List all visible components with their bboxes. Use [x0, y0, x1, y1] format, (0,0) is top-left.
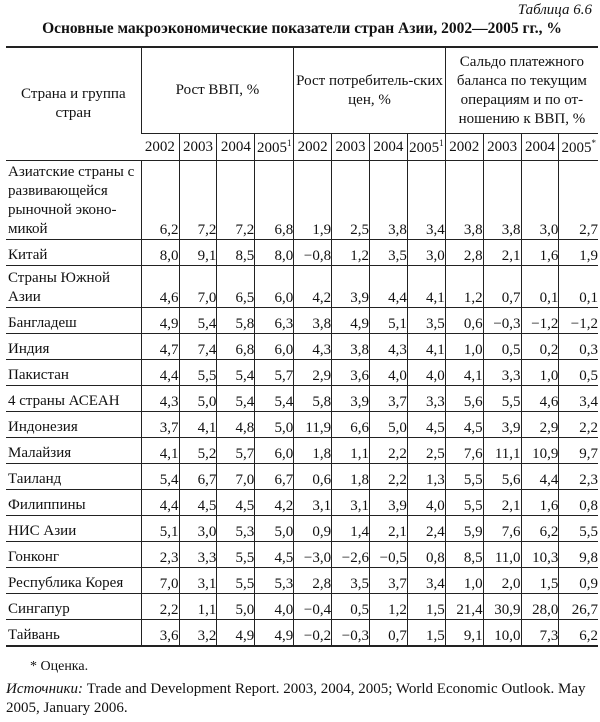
- year-header: 2005$^1$: [407, 134, 445, 161]
- value-cell: 2,5: [332, 161, 370, 240]
- header-cpi: Рост потребитель-ских цен, %: [294, 47, 446, 134]
- value-cell: 3,8: [332, 334, 370, 360]
- value-cell: 3,0: [179, 516, 217, 542]
- country-name: Филиппины: [6, 490, 141, 516]
- value-cell: 3,2: [179, 620, 217, 647]
- year-header: 2004: [217, 134, 255, 161]
- country-name: Китай: [6, 240, 141, 266]
- value-cell: 1,5: [521, 568, 559, 594]
- value-cell: 1,2: [369, 594, 407, 620]
- value-cell: 3,9: [369, 490, 407, 516]
- value-cell: 2,4: [407, 516, 445, 542]
- value-cell: 3,5: [369, 240, 407, 266]
- value-cell: 7,0: [217, 464, 255, 490]
- value-cell: 0,9: [559, 568, 598, 594]
- header-balance: Сальдо платежного баланса по текущим операциям и по от-ношению к ВВП, %: [445, 47, 598, 134]
- year-header: 2003: [483, 134, 521, 161]
- value-cell: 5,0: [369, 412, 407, 438]
- value-cell: 7,6: [445, 438, 483, 464]
- value-cell: 6,3: [255, 308, 294, 334]
- value-cell: 5,8: [294, 386, 332, 412]
- value-cell: 2,3: [141, 542, 179, 568]
- value-cell: −2,6: [332, 542, 370, 568]
- table-body: [6, 161, 598, 647]
- value-cell: 3,5: [332, 568, 370, 594]
- value-cell: 5,5: [217, 568, 255, 594]
- value-cell: 3,7: [369, 568, 407, 594]
- value-cell: 3,3: [179, 542, 217, 568]
- value-cell: 3,7: [369, 386, 407, 412]
- value-cell: 0,6: [294, 464, 332, 490]
- value-cell: 3,8: [369, 161, 407, 240]
- value-cell: 3,0: [521, 161, 559, 240]
- value-cell: 11,9: [294, 412, 332, 438]
- value-cell: 2,1: [483, 240, 521, 266]
- year-header: 2005*: [559, 134, 598, 161]
- table-row: [6, 620, 598, 647]
- value-cell: 1,5: [407, 594, 445, 620]
- value-cell: 3,6: [332, 360, 370, 386]
- value-cell: 5,6: [445, 386, 483, 412]
- value-cell: 1,9: [559, 240, 598, 266]
- table-title: Основные макроэкономические показатели стран Азии, 2002—2005 гг., %: [42, 20, 562, 37]
- table-row: [6, 594, 598, 620]
- value-cell: 5,4: [217, 386, 255, 412]
- value-cell: 6,7: [255, 464, 294, 490]
- value-cell: 0,2: [521, 334, 559, 360]
- value-cell: 3,9: [332, 386, 370, 412]
- country-name: 4 страны АСЕАН: [6, 386, 141, 412]
- country-name: Страны Южной Азии: [6, 266, 141, 308]
- value-cell: 4,5: [217, 490, 255, 516]
- value-cell: 2,2: [141, 594, 179, 620]
- value-cell: 10,0: [483, 620, 521, 647]
- value-cell: 9,8: [559, 542, 598, 568]
- value-cell: 6,7: [179, 464, 217, 490]
- value-cell: 6,6: [332, 412, 370, 438]
- value-cell: 2,9: [521, 412, 559, 438]
- table-row: [6, 161, 598, 240]
- value-cell: 9,1: [179, 240, 217, 266]
- header-gdp: Рост ВВП, %: [141, 47, 294, 134]
- value-cell: 8,0: [255, 240, 294, 266]
- value-cell: −1,2: [559, 308, 598, 334]
- sources: [6, 680, 596, 718]
- year-header: 2002: [141, 134, 179, 161]
- value-cell: 0,9: [294, 516, 332, 542]
- value-cell: 4,9: [255, 620, 294, 647]
- value-cell: 4,6: [521, 386, 559, 412]
- value-cell: 2,1: [483, 490, 521, 516]
- value-cell: 5,4: [255, 386, 294, 412]
- value-cell: 4,5: [255, 542, 294, 568]
- year-header: 2005$^1$: [255, 134, 294, 161]
- value-cell: 5,9: [445, 516, 483, 542]
- value-cell: 0,1: [559, 266, 598, 308]
- value-cell: 0,1: [521, 266, 559, 308]
- value-cell: 4,1: [407, 266, 445, 308]
- value-cell: 4,5: [445, 412, 483, 438]
- footnote-mark: 1: [287, 137, 292, 148]
- value-cell: 1,6: [521, 490, 559, 516]
- value-cell: 4,4: [369, 266, 407, 308]
- value-cell: 6,2: [559, 620, 598, 647]
- value-cell: 1,8: [332, 464, 370, 490]
- value-cell: 21,4: [445, 594, 483, 620]
- table-row: [6, 516, 598, 542]
- value-cell: 2,7: [559, 161, 598, 240]
- value-cell: 3,6: [141, 620, 179, 647]
- table-row: [6, 240, 598, 266]
- value-cell: −0,2: [294, 620, 332, 647]
- value-cell: 5,6: [483, 464, 521, 490]
- value-cell: 5,4: [179, 308, 217, 334]
- table-row: [6, 386, 598, 412]
- value-cell: −0,5: [369, 542, 407, 568]
- value-cell: 3,5: [407, 308, 445, 334]
- value-cell: 1,9: [294, 161, 332, 240]
- value-cell: 3,1: [294, 490, 332, 516]
- value-cell: 3,1: [179, 568, 217, 594]
- value-cell: 4,0: [407, 360, 445, 386]
- value-cell: 4,2: [255, 490, 294, 516]
- value-cell: 7,2: [217, 161, 255, 240]
- value-cell: 1,2: [445, 266, 483, 308]
- country-name: Республика Корея: [6, 568, 141, 594]
- value-cell: 2,1: [369, 516, 407, 542]
- value-cell: −0,3: [483, 308, 521, 334]
- value-cell: 3,0: [407, 240, 445, 266]
- year-header: 2002: [445, 134, 483, 161]
- value-cell: 7,6: [483, 516, 521, 542]
- value-cell: 8,5: [217, 240, 255, 266]
- value-cell: 0,5: [332, 594, 370, 620]
- footnote-mark: 1: [439, 137, 444, 148]
- value-cell: 10,3: [521, 542, 559, 568]
- value-cell: 4,0: [369, 360, 407, 386]
- value-cell: 5,3: [217, 516, 255, 542]
- value-cell: −0,8: [294, 240, 332, 266]
- value-cell: 9,7: [559, 438, 598, 464]
- value-cell: 3,3: [407, 386, 445, 412]
- value-cell: 6,8: [217, 334, 255, 360]
- value-cell: 4,1: [407, 334, 445, 360]
- value-cell: 4,9: [141, 308, 179, 334]
- value-cell: 4,3: [369, 334, 407, 360]
- value-cell: 4,5: [407, 412, 445, 438]
- value-cell: 4,6: [141, 266, 179, 308]
- table-label: Таблица 6.6: [517, 2, 592, 18]
- value-cell: 7,0: [141, 568, 179, 594]
- value-cell: 1,1: [179, 594, 217, 620]
- country-name: НИС Азии: [6, 516, 141, 542]
- year-header: 2002: [294, 134, 332, 161]
- value-cell: −0,4: [294, 594, 332, 620]
- value-cell: 0,3: [559, 334, 598, 360]
- country-name: Пакистан: [6, 360, 141, 386]
- value-cell: 1,6: [521, 240, 559, 266]
- table-row: [6, 412, 598, 438]
- value-cell: 2,2: [369, 464, 407, 490]
- value-cell: 5,4: [217, 360, 255, 386]
- value-cell: 6,2: [521, 516, 559, 542]
- value-cell: 5,5: [483, 386, 521, 412]
- value-cell: 28,0: [521, 594, 559, 620]
- value-cell: 26,7: [559, 594, 598, 620]
- value-cell: 4,9: [217, 620, 255, 647]
- value-cell: 3,4: [407, 568, 445, 594]
- value-cell: 5,7: [255, 360, 294, 386]
- value-cell: 0,5: [559, 360, 598, 386]
- table-row: [6, 464, 598, 490]
- value-cell: 2,3: [559, 464, 598, 490]
- header-country: Страна и группа стран: [6, 47, 141, 161]
- country-name: Бангладеш: [6, 308, 141, 334]
- value-cell: −0,3: [332, 620, 370, 647]
- value-cell: 3,4: [559, 386, 598, 412]
- value-cell: 5,5: [445, 464, 483, 490]
- value-cell: 5,1: [369, 308, 407, 334]
- value-cell: 5,4: [141, 464, 179, 490]
- value-cell: 4,4: [141, 490, 179, 516]
- value-cell: 4,3: [294, 334, 332, 360]
- value-cell: 5,7: [217, 438, 255, 464]
- table-row: [6, 490, 598, 516]
- value-cell: 2,0: [483, 568, 521, 594]
- value-cell: 3,8: [294, 308, 332, 334]
- value-cell: 5,5: [445, 490, 483, 516]
- table-row: [6, 308, 598, 334]
- value-cell: 6,8: [255, 161, 294, 240]
- value-cell: 1,0: [445, 334, 483, 360]
- country-name: Малайзия: [6, 438, 141, 464]
- country-name: Гонконг: [6, 542, 141, 568]
- value-cell: 5,0: [255, 516, 294, 542]
- value-cell: 3,1: [332, 490, 370, 516]
- value-cell: 0,7: [483, 266, 521, 308]
- data-table: [6, 46, 598, 647]
- footnote-mark: *: [591, 137, 596, 148]
- table-row: [6, 568, 598, 594]
- value-cell: −1,2: [521, 308, 559, 334]
- country-name: Индонезия: [6, 412, 141, 438]
- value-cell: 1,3: [407, 464, 445, 490]
- value-cell: 7,0: [179, 266, 217, 308]
- value-cell: 3,3: [483, 360, 521, 386]
- footnote: * Оценка.: [30, 659, 89, 674]
- value-cell: 4,0: [255, 594, 294, 620]
- value-cell: 5,5: [179, 360, 217, 386]
- value-cell: 4,1: [445, 360, 483, 386]
- value-cell: 6,0: [255, 438, 294, 464]
- value-cell: 4,1: [179, 412, 217, 438]
- value-cell: 6,0: [255, 334, 294, 360]
- value-cell: 4,2: [294, 266, 332, 308]
- value-cell: 4,5: [179, 490, 217, 516]
- value-cell: 3,9: [332, 266, 370, 308]
- year-header: 2003: [179, 134, 217, 161]
- country-name: Таиланд: [6, 464, 141, 490]
- value-cell: 3,4: [407, 161, 445, 240]
- value-cell: 2,8: [294, 568, 332, 594]
- value-cell: 3,9: [483, 412, 521, 438]
- country-name: Азиатские страны с развивающейся рыночной эконо-микой: [6, 161, 141, 240]
- value-cell: 1,5: [407, 620, 445, 647]
- value-cell: 7,3: [521, 620, 559, 647]
- value-cell: 9,1: [445, 620, 483, 647]
- value-cell: 1,0: [445, 568, 483, 594]
- value-cell: 4,0: [407, 490, 445, 516]
- value-cell: 4,3: [141, 386, 179, 412]
- value-cell: 2,2: [559, 412, 598, 438]
- value-cell: 6,0: [255, 266, 294, 308]
- value-cell: 6,5: [217, 266, 255, 308]
- country-name: Сингапур: [6, 594, 141, 620]
- value-cell: 5,2: [179, 438, 217, 464]
- value-cell: 4,8: [217, 412, 255, 438]
- value-cell: 0,6: [445, 308, 483, 334]
- value-cell: 5,8: [217, 308, 255, 334]
- value-cell: 30,9: [483, 594, 521, 620]
- year-header: 2004: [521, 134, 559, 161]
- value-cell: 0,5: [483, 334, 521, 360]
- value-cell: 0,7: [369, 620, 407, 647]
- value-cell: 3,8: [445, 161, 483, 240]
- country-name: Тайвань: [6, 620, 141, 647]
- table-row: [6, 438, 598, 464]
- value-cell: 1,4: [332, 516, 370, 542]
- value-cell: 1,2: [332, 240, 370, 266]
- value-cell: 10,9: [521, 438, 559, 464]
- value-cell: 7,2: [179, 161, 217, 240]
- table-row: [6, 360, 598, 386]
- value-cell: 2,2: [369, 438, 407, 464]
- value-cell: 3,8: [483, 161, 521, 240]
- value-cell: 5,0: [255, 412, 294, 438]
- value-cell: 4,7: [141, 334, 179, 360]
- value-cell: 4,4: [141, 360, 179, 386]
- value-cell: 0,8: [559, 490, 598, 516]
- value-cell: 8,0: [141, 240, 179, 266]
- value-cell: 2,8: [445, 240, 483, 266]
- value-cell: 4,4: [521, 464, 559, 490]
- value-cell: 11,0: [483, 542, 521, 568]
- sources-label: Источники:: [6, 681, 84, 697]
- value-cell: 5,0: [179, 386, 217, 412]
- value-cell: 8,5: [445, 542, 483, 568]
- value-cell: 5,1: [141, 516, 179, 542]
- value-cell: 5,3: [255, 568, 294, 594]
- year-header: 2004: [369, 134, 407, 161]
- value-cell: 4,9: [332, 308, 370, 334]
- value-cell: 0,8: [407, 542, 445, 568]
- value-cell: 2,5: [407, 438, 445, 464]
- value-cell: 5,5: [217, 542, 255, 568]
- table-row: [6, 542, 598, 568]
- value-cell: 7,4: [179, 334, 217, 360]
- value-cell: −3,0: [294, 542, 332, 568]
- table-row: [6, 266, 598, 308]
- value-cell: 1,1: [332, 438, 370, 464]
- table-row: [6, 334, 598, 360]
- value-cell: 6,2: [141, 161, 179, 240]
- sources-text: Trade and Development Report. 2003, 2004, 2005; World Economic Outlook. May 2005, January 2006.: [6, 681, 586, 716]
- value-cell: 1,0: [521, 360, 559, 386]
- value-cell: 11,1: [483, 438, 521, 464]
- year-header: 2003: [332, 134, 370, 161]
- country-name: Индия: [6, 334, 141, 360]
- value-cell: 2,9: [294, 360, 332, 386]
- value-cell: 5,5: [559, 516, 598, 542]
- value-cell: 1,8: [294, 438, 332, 464]
- value-cell: 4,1: [141, 438, 179, 464]
- value-cell: 3,7: [141, 412, 179, 438]
- value-cell: 5,0: [217, 594, 255, 620]
